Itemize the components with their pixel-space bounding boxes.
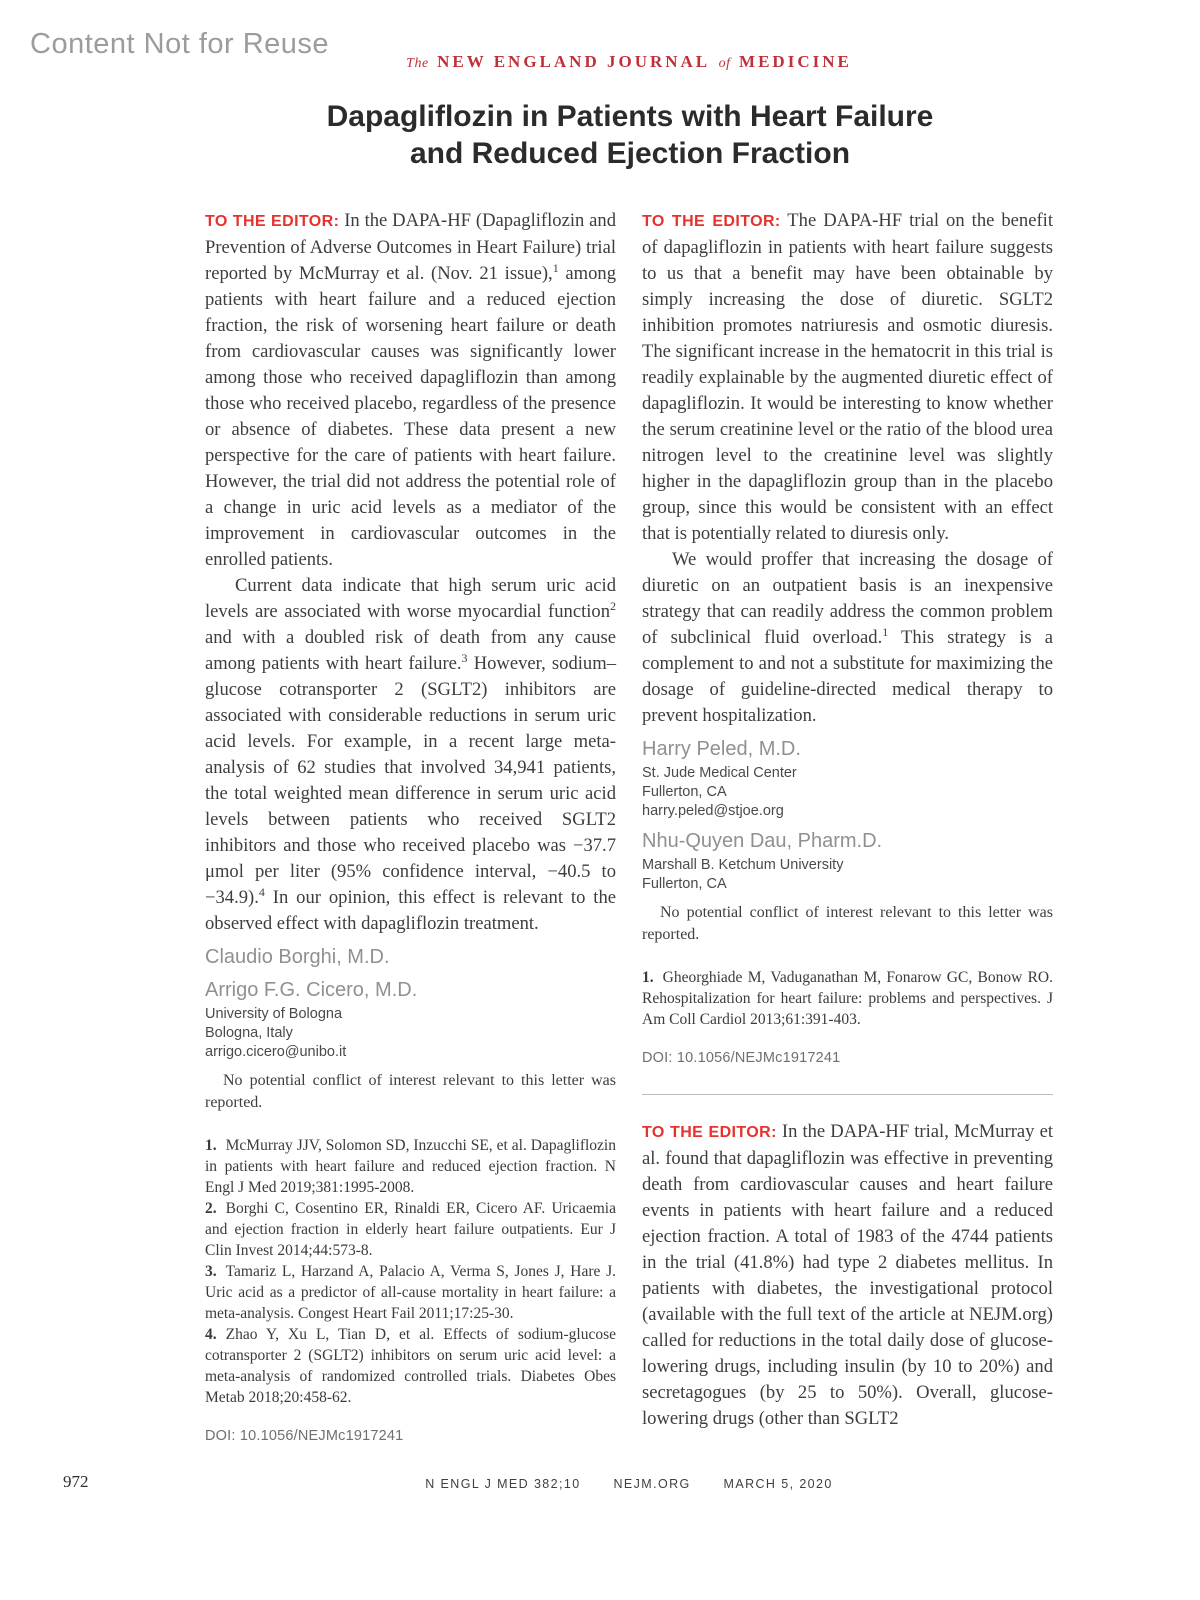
letter2-author2-name: Nhu-Quyen Dau, Pharm.D. [642, 830, 883, 852]
ref-text: Tamariz L, Harzand A, Palacio A, Verma S, Jones J, Hare J. Uric acid as a predictor of all-cause mortality in heart failure: a meta-analysis. Congest Heart Fail 2011;17:25-30. [205, 1263, 616, 1322]
letter1-author2-name: Arrigo F.G. Cicero, M.D. [205, 979, 418, 1001]
letter2-disclosure-note: No potential conflict of interest relevant to this letter was reported. [642, 904, 1053, 943]
affiliation-line: Fullerton, CA [642, 784, 727, 800]
ref-number: 3. [205, 1263, 217, 1280]
affiliation-line: University of Bologna [205, 1006, 343, 1022]
section-divider [642, 1094, 1053, 1095]
letter3-to-the-editor-label: TO THE EDITOR: [642, 1124, 777, 1141]
letter3-paragraph1 [642, 1119, 1053, 1432]
letter3-paragraph1-text: In the DAPA-HF trial, McMurray et al. found that dapagliflozin was effective in preventing death from cardiovascular causes and heart failure events in patients with heart failure and a reduced ejection fraction. A total of 1983 of the 4744 patients in the trial (41.8%) had type 2 diabetes mellitus. In patients with diabetes, the investigational protocol (available with the full text of the article at NEJM.org) called for reductions in the total daily dose of glucose-lowering drugs, including insulin (by 10 to 20%) and secretagogues (by 25 to 50%). Overall, glucose-lowering drugs (other than SGLT2 [642, 1121, 1053, 1429]
letter1-author2-affiliation [205, 1005, 616, 1062]
right-column [642, 208, 1053, 1444]
ref-number: 1. [205, 1137, 217, 1154]
reference-item [205, 1261, 616, 1324]
letter1-disclosure-note: No potential conflict of interest relevant to this letter was reported. [205, 1072, 616, 1111]
ref-text: Borghi C, Cosentino ER, Rinaldi ER, Cicero AF. Uricaemia and ejection fraction in elderly heart failure outpatients. Eur J Clin Invest 2014;44:573-8. [205, 1200, 616, 1259]
letter2-author1-affiliation [642, 764, 1053, 821]
letter2-paragraph2: We would proffer that increasing the dosage of diuretic on an outpatient basis is an inexpensive strategy that can readily address the common problem of subclinical fluid overload.$^1$ This strategy is a complement to and not a substitute for maximizing the dosage of guideline-directed medical therapy to prevent hospitalization. [642, 549, 1053, 726]
ref-number: 1. [642, 969, 654, 986]
author-email: harry.peled@stjoe.org [642, 803, 784, 819]
letter1-paragraph1-text: In the DAPA-HF (Dapagliflozin and Prevention of Adverse Outcomes in Heart Failure) trial reported by McMurray et al. (Nov. 21 issue),$^1$ among patients with heart failure and a reduced ejection fraction, the risk of worsening heart failure or death from cardiovascular causes was significantly lower among those who received dapagliflozin than among those who received placebo, regardless of the presence or absence of diabetes. These data present a new perspective for the care of patients with heart failure. However, the trial did not address the potential role of a change in uric acid levels as a mediator of the improvement in cardiovascular outcomes in the enrolled patients. [205, 210, 617, 570]
footer-journal-info: N ENGL J MED 382;10 [425, 1477, 581, 1491]
masthead-the: The [406, 56, 429, 71]
ref-number: 4. [205, 1326, 217, 1343]
letters-columns [205, 208, 1053, 1444]
affiliation-line: Bologna, Italy [205, 1025, 293, 1041]
ref-text: Gheorghiade M, Vaduganathan M, Fonarow GC, Bonow RO. Rehospitalization for heart failure: problems and perspectives. J Am Coll Cardiol 2013;61:391-403. [642, 969, 1053, 1028]
author-email: arrigo.cicero@unibo.it [205, 1044, 347, 1060]
letter2-doi: DOI: 10.1056/NEJMc1917241 [642, 1050, 841, 1066]
footer-site: NEJM.ORG [613, 1477, 691, 1491]
affiliation-line: St. Jude Medical Center [642, 765, 797, 781]
letter1-author1-name: Claudio Borghi, M.D. [205, 946, 390, 968]
letter1-reference-list [205, 1135, 616, 1408]
footer-journal-line [205, 1477, 1053, 1491]
footer-date: MARCH 5, 2020 [723, 1477, 833, 1491]
article-title [160, 98, 1100, 172]
article-title-line2: and Reduced Ejection Fraction [409, 137, 851, 170]
reference-item [205, 1198, 616, 1261]
letter2-reference-list [642, 967, 1053, 1030]
letter2-author2-affiliation [642, 856, 1053, 894]
letter1-paragraph2: Current data indicate that high serum uric acid levels are associated with worse myocardial function$^2$ and with a doubled risk of death from any cause among patients with heart failure.$^3$ However, sodium–glucose cotransporter 2 (SGLT2) inhibitors are associated with considerable reductions in serum uric acid levels. For example, in a recent large meta-analysis of 62 studies that involved 34,941 patients, the total weighted mean difference in serum uric acid levels between patients who received SGLT2 inhibitors and those who received placebo was −37.7 μmol per liter (95% confidence interval, −40.5 to −34.9).$^4$ In our opinion, this effect is relevant to the observed effect with dapagliflozin treatment. [205, 575, 616, 934]
letter2-paragraph1-text: The DAPA-HF trial on the benefit of dapagliflozin in patients with heart failure suggests to us that a benefit may have been obtainable by simply increasing the dose of diuretic. SGLT2 inhibition promotes natriuresis and osmotic diuresis. The significant increase in the hematocrit in this trial is readily explainable by the augmented diuretic effect of dapagliflozin. It would be interesting to know whether the serum creatinine level or the ratio of the blood urea nitrogen level to the creatinine level was slightly higher in the dapagliflozin group than in the placebo group, since this would be consistent with an effect that is potentially related to diuresis only. [642, 210, 1053, 544]
letter1-doi: DOI: 10.1056/NEJMc1917241 [205, 1428, 404, 1444]
affiliation-line: Fullerton, CA [642, 876, 727, 892]
article-title-line1: Dapagliflozin in Patients with Heart Failure [326, 100, 934, 133]
ref-number: 2. [205, 1200, 217, 1217]
letter2-author1-name: Harry Peled, M.D. [642, 738, 801, 760]
content-not-for-reuse-watermark: Content Not for Reuse [30, 28, 330, 60]
letter2-paragraph1 [642, 208, 1053, 547]
left-column [205, 208, 616, 1444]
reference-item [205, 1135, 616, 1198]
masthead-medicine: MEDICINE [739, 52, 852, 71]
letter1-paragraph1 [205, 208, 616, 573]
affiliation-line: Marshall B. Ketchum University [642, 857, 844, 873]
ref-text: McMurray JJV, Solomon SD, Inzucchi SE, et al. Dapagliflozin in patients with heart failure and reduced ejection fraction. N Engl J Med 2019;381:1995-2008. [205, 1137, 616, 1196]
journal-masthead [205, 52, 1053, 72]
masthead-new-england-journal: NEW ENGLAND JOURNAL [437, 52, 711, 71]
masthead-of: of [718, 56, 731, 71]
reference-item [642, 967, 1053, 1030]
letter2-to-the-editor-label: TO THE EDITOR: [642, 213, 781, 230]
letter1-to-the-editor-label: TO THE EDITOR: [205, 213, 340, 230]
reference-item [205, 1324, 616, 1408]
ref-text: Zhao Y, Xu L, Tian D, et al. Effects of sodium-glucose cotransporter 2 (SGLT2) inhibitors on serum uric acid level: a meta-analysis of randomized controlled trials. Diabetes Obes Metab 2018;20:458-62. [205, 1326, 616, 1406]
page-number: 972 [63, 1472, 89, 1491]
